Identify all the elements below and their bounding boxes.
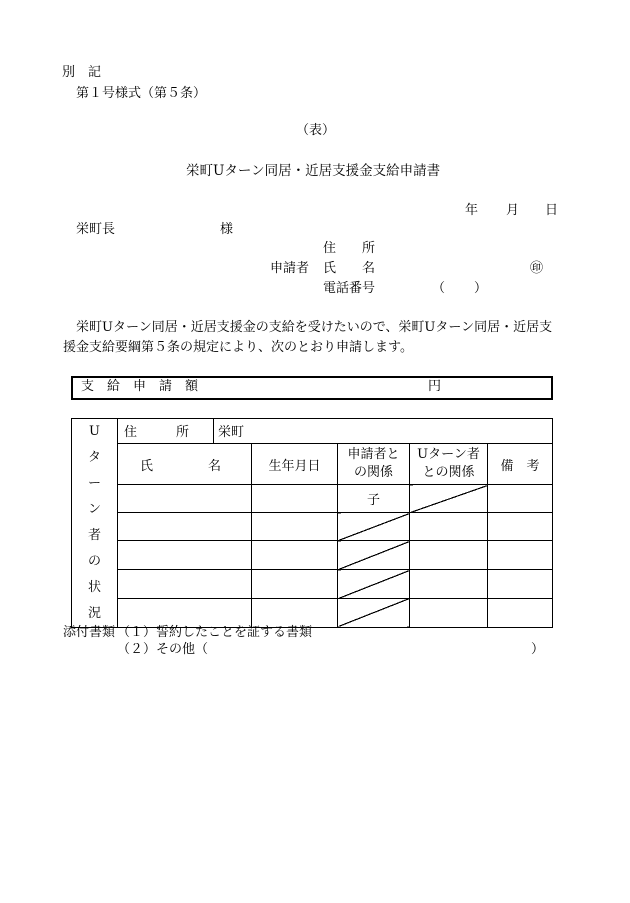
side-char-8: 況 bbox=[87, 606, 101, 621]
relation-applicant-line-2: の関係 bbox=[353, 465, 393, 481]
birth-cell[interactable] bbox=[252, 513, 338, 541]
side-char-2: タ bbox=[87, 450, 101, 465]
statement-line-2: 援金支給要綱第５条の規定により、次のとおり申請します。 bbox=[63, 340, 413, 355]
relation-uturn-cell-slashed bbox=[410, 485, 488, 513]
relation-applicant-cell-slashed bbox=[338, 541, 410, 570]
birth-cell[interactable] bbox=[252, 485, 338, 513]
seal-mark: ㊞ bbox=[530, 261, 544, 276]
name-cell[interactable] bbox=[118, 541, 252, 570]
form-side: （表） bbox=[296, 123, 336, 138]
side-char-7: 状 bbox=[87, 580, 101, 595]
address-value-cell: 栄町 bbox=[214, 419, 553, 444]
table-row bbox=[72, 485, 553, 513]
applicant-phone-label: 電話番号 bbox=[323, 281, 376, 296]
name-cell[interactable] bbox=[118, 513, 252, 541]
header-row bbox=[72, 443, 553, 484]
amount-unit: 円 bbox=[428, 379, 442, 394]
relation-applicant-cell-slashed bbox=[338, 513, 410, 541]
addressee-mayor: 栄町長 bbox=[76, 222, 116, 237]
amount-box bbox=[71, 376, 553, 400]
table-row bbox=[72, 541, 553, 570]
col-name-a: 氏 bbox=[140, 458, 154, 474]
uturn-status-table bbox=[71, 418, 553, 628]
birth-cell[interactable] bbox=[252, 598, 338, 627]
applicant-name-label: 氏 名 bbox=[323, 261, 376, 276]
relation-uturn-line-1: Uターン者 bbox=[417, 447, 480, 463]
amount-label: 支 給 申 請 額 bbox=[81, 379, 199, 394]
date-year: 年 bbox=[465, 203, 479, 218]
phone-paren-close: ） bbox=[474, 281, 488, 296]
relation-applicant-cell-slashed bbox=[338, 570, 410, 599]
remarks-cell[interactable] bbox=[488, 485, 553, 513]
relation-applicant-cell: 子 bbox=[338, 485, 410, 513]
col-relation-applicant-header bbox=[338, 443, 410, 484]
table-row bbox=[72, 570, 553, 599]
remarks-cell[interactable] bbox=[488, 598, 553, 627]
table-row bbox=[72, 598, 553, 627]
relation-applicant-cell-slashed bbox=[338, 598, 410, 627]
addressee-honorific: 様 bbox=[220, 222, 234, 237]
side-char-6: の bbox=[87, 554, 101, 569]
relation-applicant-line-1: 申請者と bbox=[347, 447, 400, 463]
attachments-label: 添付書類 bbox=[63, 625, 116, 640]
statement-line-1: 栄町Uターン同居・近居支援金の支給を受けたいので、栄町Uターン同居・近居支 bbox=[63, 320, 553, 335]
document-title: 栄町Uターン同居・近居支援金支給申請書 bbox=[186, 163, 441, 179]
applicant-label: 申請者 bbox=[270, 261, 310, 276]
date-month: 月 bbox=[506, 203, 520, 218]
form-number: 第１号様式（第５条） bbox=[76, 86, 207, 101]
uturn-status-side-label bbox=[72, 419, 118, 628]
applicant-address-label: 住 所 bbox=[323, 241, 376, 256]
side-char-3: ー bbox=[87, 476, 101, 491]
attachment-item-2: （２）その他（ bbox=[117, 642, 209, 657]
date-day: 日 bbox=[545, 203, 559, 218]
relation-uturn-cell[interactable] bbox=[410, 570, 488, 599]
attachment-item-2-close: ） bbox=[531, 642, 545, 657]
name-cell[interactable] bbox=[118, 598, 252, 627]
remarks-cell[interactable] bbox=[488, 541, 553, 570]
side-char-4: ン bbox=[87, 502, 101, 517]
address-label-cell: 住 所 bbox=[118, 419, 214, 444]
side-char-1: U bbox=[89, 424, 100, 439]
name-cell[interactable] bbox=[118, 485, 252, 513]
attachment-item-1: （１）誓約したことを証する書類 bbox=[117, 625, 313, 640]
relation-uturn-cell[interactable] bbox=[410, 513, 488, 541]
birth-cell[interactable] bbox=[252, 541, 338, 570]
table-row bbox=[72, 513, 553, 541]
col-name-b: 名 bbox=[208, 458, 222, 474]
bekki-label: 別 記 bbox=[62, 65, 102, 80]
name-cell[interactable] bbox=[118, 570, 252, 599]
birth-cell[interactable] bbox=[252, 570, 338, 599]
col-relation-uturn-header bbox=[410, 443, 488, 484]
remarks-cell[interactable] bbox=[488, 513, 553, 541]
relation-uturn-cell[interactable] bbox=[410, 541, 488, 570]
remarks-cell[interactable] bbox=[488, 570, 553, 599]
application-statement bbox=[63, 318, 563, 358]
col-remarks-header: 備 考 bbox=[488, 443, 553, 484]
col-name-header bbox=[118, 443, 252, 484]
col-birth-header: 生年月日 bbox=[252, 443, 338, 484]
relation-uturn-line-2: との関係 bbox=[422, 465, 475, 481]
phone-paren-open: （ bbox=[432, 281, 446, 296]
relation-uturn-cell[interactable] bbox=[410, 598, 488, 627]
side-char-5: 者 bbox=[87, 528, 101, 543]
address-row bbox=[72, 419, 553, 444]
